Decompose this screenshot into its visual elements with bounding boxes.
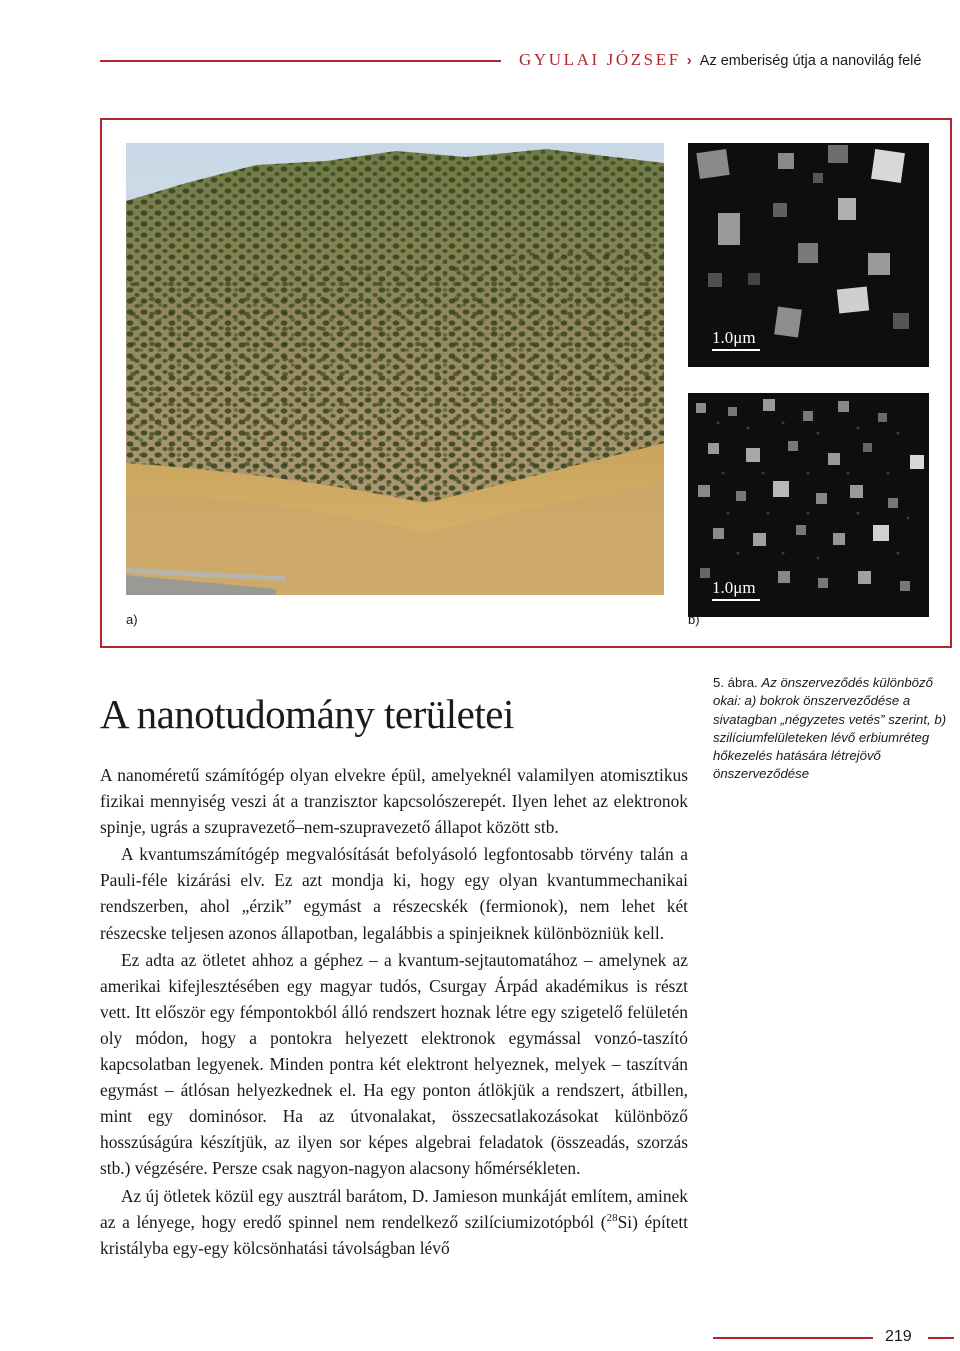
header-author: GYULAI JÓZSEF bbox=[519, 50, 681, 69]
figure-caption bbox=[713, 674, 951, 784]
isotope-mass-number: 28 bbox=[606, 1211, 618, 1224]
scale-bar-bottom-label: 1.0μm bbox=[712, 578, 756, 597]
header-separator-icon: › bbox=[686, 52, 692, 69]
caption-text: Az önszerveződés különböző okai: a) bokrok önszerveződése a sivatagban „négyzetes vetés” szerint, b) szilíciumfelületeken lévő erbiumréteg hőkezelés hatására létrejövő önszerveződése bbox=[713, 675, 947, 782]
scale-bar-top-label: 1.0μm bbox=[712, 328, 756, 347]
figure-a-hillside-photo bbox=[126, 143, 664, 595]
page-number: 219 bbox=[885, 1328, 912, 1345]
header-rule bbox=[100, 60, 501, 62]
figure-label-b: b) bbox=[688, 612, 700, 627]
scale-bar-top bbox=[712, 328, 760, 351]
paragraph: A kvantumszámítógép megvalósítását befolyásoló legfontosabb törvény talán a Pauli-féle kizárási elv. Ez azt mondja ki, hogy egy olyan kvantummechanikai rendszerben, ahol „érzik” egymást a részecskék (fermionok), nem lehet két részecske teljesen azonos állapotban, legalábbis a spinjeiknek különbözniük kell. bbox=[100, 844, 688, 943]
paragraph: A nanoméretű számítógép olyan elvekre épül, amelyeknél valamilyen atomisztikus fizikai mennyiség veszi át a tranzisztor kapcsolószerepét. Ilyen lehet az elektronok spinje, ugrás a szupravezető–nem-szupravezető állapot között stb. bbox=[100, 765, 688, 838]
paragraph-last-end: Si) épített kristályba egy-egy kölcsönhatási távolságban lévő bbox=[100, 1211, 688, 1258]
header-book-title: Az emberiség útja a nanovilág felé bbox=[699, 53, 922, 69]
paragraph: Ez adta az ötletet ahhoz a géphez – a kvantum-sejtautomatához – amelynek az amerikai kifejlesztésében egy magyar tudós, Csurgay Árpád akadémikus is részt vett. Itt először egy fémpontokból álló rendszert hoznak létre egy szigetelő felületén oly módon, hogy a pontokra helyezett elektronok egymással vonzó-taszító kapcsolatban legyenek. Minden pontra két elektront helyeznek, melyek – taszítván egymást – átlósan helyezkednek el. Ha egy ponton átlökjük a rendszert, átbillen, mint egy dominósor. Ha az útvonalakat, összecsatlakozásokat különböző hosszúságúra készítjük, az ilyen sor képes algebrai feladatok (összeadás, szorzás stb.) végzésére. Persze csak nagyon-nagyon alacsony hőmérsékleten. bbox=[100, 949, 688, 1179]
figure-b-micrograph-bottom bbox=[688, 393, 929, 617]
paragraph-last bbox=[100, 1183, 688, 1261]
caption-number: 5. ábra. bbox=[713, 675, 758, 690]
body-text bbox=[100, 762, 688, 1262]
figure-b-micrograph-top bbox=[688, 143, 929, 367]
scale-bar-bottom bbox=[712, 578, 760, 601]
footer-rule-right bbox=[928, 1337, 954, 1339]
figure-label-a: a) bbox=[126, 612, 138, 627]
footer-rule-left bbox=[713, 1337, 873, 1339]
running-header bbox=[519, 50, 921, 70]
paragraph-last-start: Az új ötletek közül egy ausztrál barátom, D. Jamieson munkáját említem, aminek az a lényege, hogy eredő spinnel nem rendelkező szilíciumizotópból ( bbox=[100, 1185, 688, 1232]
section-title: A nanotudomány területei bbox=[100, 691, 514, 737]
